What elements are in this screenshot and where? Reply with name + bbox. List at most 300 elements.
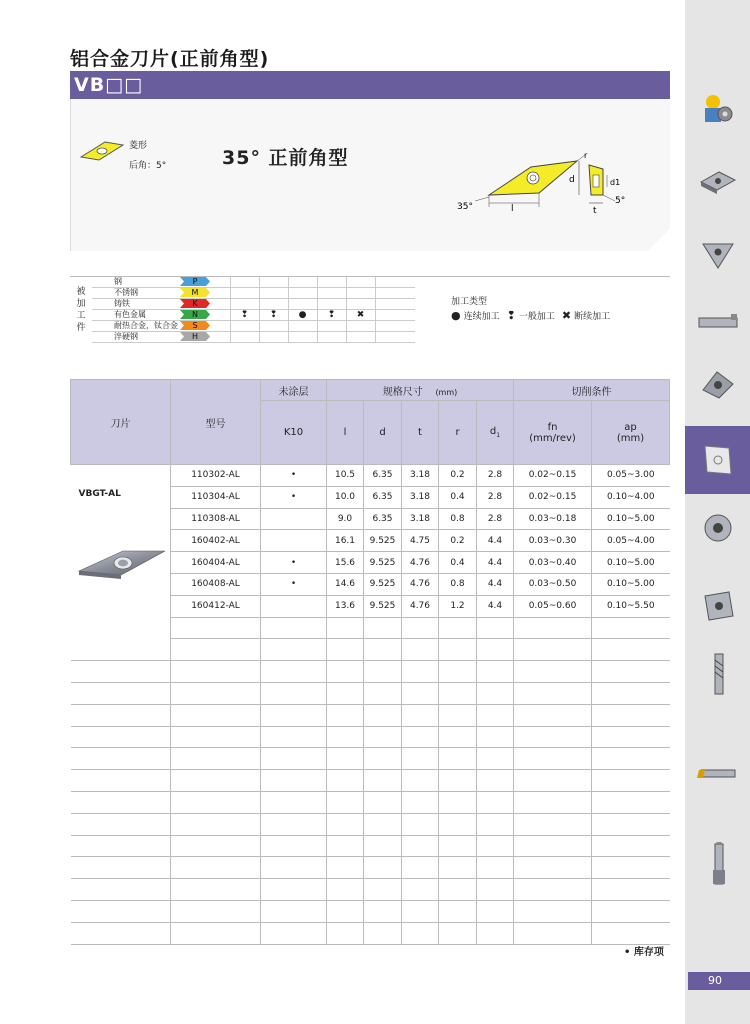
material-row bbox=[92, 310, 415, 321]
empty-cell bbox=[592, 835, 670, 857]
material-mark: ✖ bbox=[346, 310, 375, 321]
empty-cell bbox=[261, 879, 327, 901]
material-code-cell bbox=[180, 299, 230, 310]
material-mark bbox=[317, 321, 346, 332]
material-mark bbox=[259, 332, 288, 343]
workpiece-char: 被 bbox=[76, 287, 86, 297]
cell-model: 160412-AL bbox=[171, 595, 261, 617]
empty-cell bbox=[439, 704, 477, 726]
empty-cell bbox=[514, 682, 592, 704]
material-cell-empty bbox=[375, 299, 415, 310]
empty-cell bbox=[327, 617, 364, 639]
square-insert-icon bbox=[695, 160, 741, 204]
dim-d-label: d bbox=[569, 175, 575, 185]
empty-cell bbox=[514, 791, 592, 813]
cell-t: 3.18 bbox=[402, 465, 439, 487]
cell-d1: 2.8 bbox=[477, 508, 514, 530]
empty-cell bbox=[327, 791, 364, 813]
header-ap-unit: (mm) bbox=[616, 432, 645, 444]
material-name: 有色金属 bbox=[92, 310, 180, 321]
empty-cell bbox=[71, 682, 171, 704]
empty-cell bbox=[327, 661, 364, 683]
empty-cell bbox=[261, 813, 327, 835]
empty-cell bbox=[171, 791, 261, 813]
cell-model: 110304-AL bbox=[171, 486, 261, 508]
empty-cell bbox=[439, 813, 477, 835]
material-code: K bbox=[192, 299, 198, 308]
insert-label: VBGT-AL bbox=[78, 489, 121, 499]
empty-cell bbox=[171, 770, 261, 792]
sidebar-tab[interactable] bbox=[685, 740, 750, 808]
legend-symbol: ❢ bbox=[506, 309, 516, 322]
cell-d1: 2.8 bbox=[477, 486, 514, 508]
empty-cell bbox=[364, 835, 402, 857]
insert-dimension-drawing bbox=[455, 151, 655, 217]
empty-row bbox=[71, 682, 670, 704]
empty-cell bbox=[514, 835, 592, 857]
cell-k10 bbox=[261, 595, 327, 617]
cell-d: 6.35 bbox=[364, 508, 402, 530]
header-d1: $d_1$ bbox=[477, 401, 514, 465]
workpiece-char: 加 bbox=[76, 299, 86, 309]
cell-d: 9.525 bbox=[364, 595, 402, 617]
cell-r: 0.8 bbox=[439, 573, 477, 595]
header-l: l bbox=[327, 401, 364, 465]
empty-cell bbox=[71, 791, 171, 813]
empty-cell bbox=[261, 791, 327, 813]
workpiece-char: 件 bbox=[76, 323, 86, 333]
shape-name: 菱形 bbox=[129, 141, 148, 151]
header-insert: 刀片 bbox=[71, 380, 171, 465]
empty-cell bbox=[514, 661, 592, 683]
empty-cell bbox=[514, 704, 592, 726]
sidebar-tab[interactable] bbox=[685, 572, 750, 640]
dim-r-label: r bbox=[584, 151, 588, 160]
empty-cell bbox=[261, 748, 327, 770]
material-mark bbox=[230, 321, 259, 332]
material-mark: ❢ bbox=[317, 310, 346, 321]
dim-angle-label: 35° bbox=[457, 202, 473, 212]
material-mark bbox=[317, 277, 346, 288]
workpiece-label bbox=[70, 276, 92, 342]
material-name: 钢 bbox=[92, 277, 180, 288]
empty-cell bbox=[514, 617, 592, 639]
sidebar-tab[interactable] bbox=[685, 640, 750, 708]
empty-cell bbox=[71, 879, 171, 901]
worker-gear-icon bbox=[695, 86, 741, 130]
cell-model: 110302-AL bbox=[171, 465, 261, 487]
legend-label: 断续加工 bbox=[574, 312, 611, 322]
material-mark bbox=[346, 277, 375, 288]
empty-cell bbox=[171, 879, 261, 901]
drill-icon bbox=[695, 842, 741, 886]
cell-r: 0.2 bbox=[439, 530, 477, 552]
dim-d1-label: d1 bbox=[610, 178, 621, 187]
empty-cell bbox=[402, 922, 439, 944]
empty-cell bbox=[402, 857, 439, 879]
sidebar-tab[interactable] bbox=[685, 494, 750, 562]
header-r: r bbox=[439, 401, 477, 465]
cell-ap: 0.05~3.00 bbox=[592, 465, 670, 487]
material-row bbox=[92, 299, 415, 310]
empty-row bbox=[71, 813, 670, 835]
cell-l: 10.5 bbox=[327, 465, 364, 487]
material-mark bbox=[288, 288, 317, 299]
empty-cell bbox=[402, 704, 439, 726]
material-mark bbox=[259, 299, 288, 310]
sidebar-tab[interactable] bbox=[685, 222, 750, 290]
cell-r: 1.2 bbox=[439, 595, 477, 617]
threading-insert-icon bbox=[695, 364, 741, 408]
material-mark bbox=[259, 277, 288, 288]
sidebar-tab[interactable] bbox=[685, 74, 750, 142]
empty-cell bbox=[327, 900, 364, 922]
cell-t: 4.76 bbox=[402, 573, 439, 595]
sidebar-tab[interactable] bbox=[685, 830, 750, 898]
cell-d1: 2.8 bbox=[477, 465, 514, 487]
empty-row bbox=[71, 661, 670, 683]
empty-cell bbox=[261, 857, 327, 879]
material-code-cell bbox=[180, 288, 230, 299]
cell-ap: 0.05~4.00 bbox=[592, 530, 670, 552]
empty-cell bbox=[477, 813, 514, 835]
material-code: H bbox=[191, 332, 198, 341]
empty-cell bbox=[261, 835, 327, 857]
header-cond: 切削条件 bbox=[514, 380, 670, 401]
empty-cell bbox=[439, 748, 477, 770]
empty-cell bbox=[171, 813, 261, 835]
empty-cell bbox=[364, 682, 402, 704]
cell-d1: 4.4 bbox=[477, 595, 514, 617]
cell-model: 160402-AL bbox=[171, 530, 261, 552]
series-bar: VB□□ bbox=[70, 71, 670, 99]
material-mark bbox=[230, 277, 259, 288]
empty-cell bbox=[477, 748, 514, 770]
empty-cell bbox=[364, 704, 402, 726]
sidebar-tab[interactable] bbox=[685, 290, 750, 358]
empty-cell bbox=[514, 748, 592, 770]
cell-model: 160404-AL bbox=[171, 552, 261, 574]
material-row bbox=[92, 288, 415, 299]
rake-title: 35° 正前角型 bbox=[222, 147, 349, 169]
header-ap-label: ap bbox=[624, 421, 637, 433]
empty-cell bbox=[477, 900, 514, 922]
empty-cell bbox=[402, 748, 439, 770]
empty-cell bbox=[477, 726, 514, 748]
sidebar-tab[interactable] bbox=[685, 148, 750, 216]
empty-row bbox=[71, 704, 670, 726]
empty-cell bbox=[439, 639, 477, 661]
empty-cell bbox=[439, 900, 477, 922]
material-code-cell bbox=[180, 277, 230, 288]
cell-l: 10.0 bbox=[327, 486, 364, 508]
square-milling-insert-icon bbox=[695, 584, 741, 628]
dim-l-label: l bbox=[511, 204, 514, 214]
material-mark bbox=[259, 288, 288, 299]
empty-cell bbox=[402, 639, 439, 661]
cell-d: 9.525 bbox=[364, 530, 402, 552]
empty-cell bbox=[439, 879, 477, 901]
header-fn bbox=[514, 401, 592, 465]
empty-cell bbox=[592, 922, 670, 944]
cell-model: 160408-AL bbox=[171, 573, 261, 595]
header-dims bbox=[327, 380, 514, 401]
empty-cell bbox=[477, 661, 514, 683]
legend-row bbox=[451, 309, 614, 322]
round-insert-icon bbox=[695, 506, 741, 550]
material-mark bbox=[317, 288, 346, 299]
material-mark bbox=[346, 299, 375, 310]
empty-cell bbox=[71, 835, 171, 857]
material-mark bbox=[346, 332, 375, 343]
empty-cell bbox=[592, 748, 670, 770]
empty-cell bbox=[327, 835, 364, 857]
cell-l: 16.1 bbox=[327, 530, 364, 552]
material-cell-empty bbox=[375, 321, 415, 332]
empty-cell bbox=[592, 770, 670, 792]
cell-ap: 0.10~4.00 bbox=[592, 486, 670, 508]
empty-cell bbox=[402, 813, 439, 835]
sidebar-tab[interactable] bbox=[685, 426, 750, 494]
empty-cell bbox=[327, 682, 364, 704]
cell-ap: 0.10~5.00 bbox=[592, 508, 670, 530]
empty-cell bbox=[592, 879, 670, 901]
cell-fn: 0.02~0.15 bbox=[514, 465, 592, 487]
empty-cell bbox=[514, 879, 592, 901]
cell-fn: 0.03~0.50 bbox=[514, 573, 592, 595]
empty-cell bbox=[439, 857, 477, 879]
cell-d: 9.525 bbox=[364, 573, 402, 595]
legend-symbol: ● bbox=[451, 309, 461, 322]
empty-cell bbox=[261, 639, 327, 661]
empty-cell bbox=[261, 704, 327, 726]
material-code: P bbox=[192, 277, 198, 286]
empty-cell bbox=[171, 857, 261, 879]
empty-cell bbox=[261, 900, 327, 922]
cell-l: 13.6 bbox=[327, 595, 364, 617]
material-mark bbox=[230, 332, 259, 343]
empty-cell bbox=[514, 813, 592, 835]
empty-cell bbox=[402, 835, 439, 857]
empty-cell bbox=[592, 813, 670, 835]
material-code: M bbox=[191, 288, 199, 297]
empty-cell bbox=[514, 900, 592, 922]
cell-r: 0.2 bbox=[439, 465, 477, 487]
cell-fn: 0.03~0.30 bbox=[514, 530, 592, 552]
empty-cell bbox=[327, 922, 364, 944]
empty-cell bbox=[592, 704, 670, 726]
header-t: t bbox=[402, 401, 439, 465]
empty-cell bbox=[477, 704, 514, 726]
empty-cell bbox=[171, 922, 261, 944]
empty-cell bbox=[171, 661, 261, 683]
empty-cell bbox=[514, 770, 592, 792]
empty-cell bbox=[171, 682, 261, 704]
empty-cell bbox=[327, 726, 364, 748]
empty-cell bbox=[364, 922, 402, 944]
legend-label: 连续加工 bbox=[463, 312, 500, 322]
empty-row bbox=[71, 791, 670, 813]
empty-cell bbox=[171, 900, 261, 922]
cell-l: 15.6 bbox=[327, 552, 364, 574]
material-code-tag bbox=[180, 310, 210, 319]
empty-cell bbox=[261, 661, 327, 683]
empty-cell bbox=[477, 857, 514, 879]
empty-row bbox=[71, 770, 670, 792]
material-mark: ❢ bbox=[259, 310, 288, 321]
empty-cell bbox=[402, 900, 439, 922]
cell-t: 4.75 bbox=[402, 530, 439, 552]
material-mark bbox=[346, 288, 375, 299]
empty-cell bbox=[327, 857, 364, 879]
empty-cell bbox=[402, 726, 439, 748]
cell-t: 3.18 bbox=[402, 508, 439, 530]
empty-cell bbox=[477, 879, 514, 901]
grooving-insert-icon bbox=[695, 302, 741, 346]
empty-cell bbox=[477, 639, 514, 661]
material-mark bbox=[288, 277, 317, 288]
cell-r: 0.8 bbox=[439, 508, 477, 530]
empty-cell bbox=[71, 770, 171, 792]
empty-row bbox=[71, 748, 670, 770]
empty-cell bbox=[514, 726, 592, 748]
header-d1-label: d bbox=[489, 426, 497, 437]
material-mark bbox=[288, 299, 317, 310]
empty-cell bbox=[364, 726, 402, 748]
material-name: 淬硬钢 bbox=[92, 332, 180, 343]
material-name: 铸铁 bbox=[92, 299, 180, 310]
header-fn-unit: (mm/rev) bbox=[529, 432, 576, 444]
empty-cell bbox=[327, 879, 364, 901]
empty-cell bbox=[477, 922, 514, 944]
material-mark bbox=[230, 299, 259, 310]
material-mark bbox=[288, 321, 317, 332]
header-d: d bbox=[364, 401, 402, 465]
cell-ap: 0.10~5.00 bbox=[592, 573, 670, 595]
material-mark bbox=[317, 299, 346, 310]
cell-r: 0.4 bbox=[439, 486, 477, 508]
material-mark: ❢ bbox=[230, 310, 259, 321]
page-title: 铝合金刀片(正前角型) bbox=[70, 48, 270, 70]
empty-row bbox=[71, 857, 670, 879]
cell-k10 bbox=[261, 508, 327, 530]
cell-k10: • bbox=[261, 573, 327, 595]
header-uncoated: 未涂层 bbox=[261, 380, 327, 401]
legend-label: 一般加工 bbox=[518, 312, 555, 322]
spec-table bbox=[70, 379, 670, 945]
material-code-tag bbox=[180, 332, 210, 341]
empty-cell bbox=[71, 748, 171, 770]
empty-cell bbox=[592, 726, 670, 748]
material-code-cell bbox=[180, 321, 230, 332]
empty-cell bbox=[261, 770, 327, 792]
end-mill-icon bbox=[695, 652, 741, 696]
sidebar-tab[interactable] bbox=[685, 352, 750, 420]
header-fn-label: fn bbox=[547, 421, 558, 433]
empty-row bbox=[71, 879, 670, 901]
empty-cell bbox=[592, 617, 670, 639]
material-code-tag bbox=[180, 288, 210, 297]
header-dims-unit: (mm) bbox=[435, 387, 458, 397]
material-cell-empty bbox=[375, 332, 415, 343]
empty-cell bbox=[327, 770, 364, 792]
empty-cell bbox=[439, 791, 477, 813]
material-code-tag bbox=[180, 321, 210, 330]
empty-cell bbox=[514, 922, 592, 944]
empty-cell bbox=[261, 682, 327, 704]
cell-k10: • bbox=[261, 465, 327, 487]
empty-cell bbox=[402, 791, 439, 813]
empty-cell bbox=[171, 835, 261, 857]
header-dims-label: 规格尺寸 bbox=[382, 386, 423, 398]
insert-photo-icon bbox=[77, 545, 167, 581]
legend-title: 加工类型 bbox=[451, 297, 488, 307]
workpiece-char: 工 bbox=[76, 311, 86, 321]
cell-d: 6.35 bbox=[364, 486, 402, 508]
empty-cell bbox=[261, 726, 327, 748]
cell-fn: 0.05~0.60 bbox=[514, 595, 592, 617]
insert-info-panel bbox=[70, 99, 670, 251]
empty-cell bbox=[364, 639, 402, 661]
header-ap bbox=[592, 401, 670, 465]
cell-k10: • bbox=[261, 552, 327, 574]
panel-corner bbox=[647, 228, 671, 252]
material-code: S bbox=[192, 321, 198, 330]
cell-d1: 4.4 bbox=[477, 552, 514, 574]
empty-cell bbox=[71, 857, 171, 879]
empty-cell bbox=[439, 617, 477, 639]
empty-cell bbox=[327, 639, 364, 661]
empty-cell bbox=[364, 791, 402, 813]
material-code-tag bbox=[180, 277, 210, 286]
cell-l: 14.6 bbox=[327, 573, 364, 595]
table-row bbox=[71, 465, 670, 487]
material-name: 耐热合金，钛合金 bbox=[92, 321, 180, 332]
material-mark bbox=[259, 321, 288, 332]
material-code-tag bbox=[180, 299, 210, 308]
empty-cell bbox=[402, 661, 439, 683]
page-number: 90 bbox=[688, 972, 750, 990]
empty-cell bbox=[477, 791, 514, 813]
dim-t-label: t bbox=[593, 206, 597, 216]
rhombic-insert-icon bbox=[79, 139, 125, 163]
cell-model: 110308-AL bbox=[171, 508, 261, 530]
header-grade: K10 bbox=[261, 401, 327, 465]
empty-row bbox=[71, 900, 670, 922]
empty-cell bbox=[514, 639, 592, 661]
empty-cell bbox=[402, 770, 439, 792]
cell-d1: 4.4 bbox=[477, 573, 514, 595]
material-mark bbox=[230, 288, 259, 299]
empty-cell bbox=[592, 682, 670, 704]
empty-cell bbox=[592, 900, 670, 922]
empty-cell bbox=[439, 682, 477, 704]
empty-cell bbox=[402, 682, 439, 704]
material-cell-empty bbox=[375, 288, 415, 299]
empty-cell bbox=[364, 900, 402, 922]
material-row bbox=[92, 332, 415, 343]
cell-d1: 4.4 bbox=[477, 530, 514, 552]
empty-cell bbox=[171, 726, 261, 748]
empty-cell bbox=[439, 770, 477, 792]
material-cell-empty bbox=[375, 277, 415, 288]
cell-t: 4.76 bbox=[402, 552, 439, 574]
empty-cell bbox=[439, 835, 477, 857]
material-mark bbox=[346, 321, 375, 332]
cell-d: 9.525 bbox=[364, 552, 402, 574]
insert-cell bbox=[71, 465, 171, 661]
empty-cell bbox=[402, 879, 439, 901]
